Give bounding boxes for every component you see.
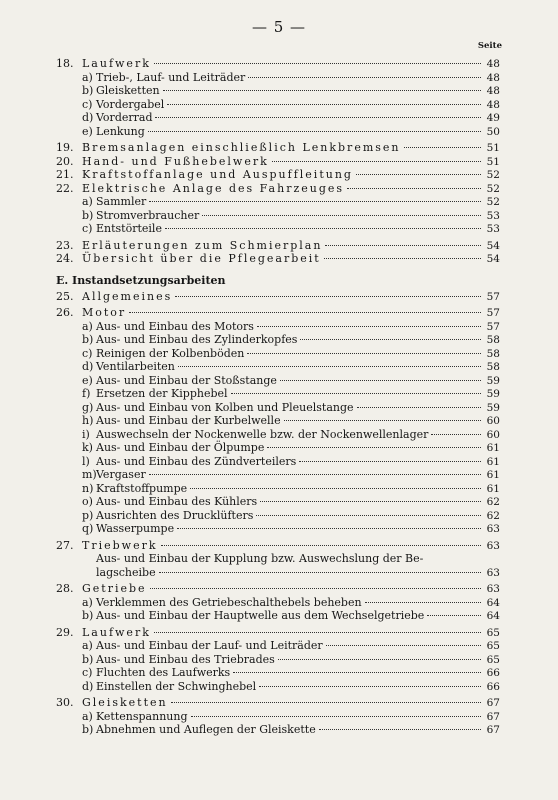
dot-leader (231, 393, 481, 394)
dot-leader (247, 353, 481, 354)
dot-leader (149, 201, 481, 202)
toc-entry (56, 333, 500, 347)
entry-number: 25. (56, 289, 74, 303)
toc-entry (56, 455, 500, 469)
dot-leader (357, 407, 481, 408)
entry-number: 29. (56, 625, 74, 639)
entry-letter: p) (82, 508, 94, 522)
entry-page: 51 (486, 155, 500, 168)
toc-entry (56, 414, 500, 428)
entry-letter: b) (82, 609, 94, 622)
entry-number: 19. (56, 141, 74, 154)
toc-entry (56, 441, 500, 455)
entry-number: 28. (56, 582, 74, 595)
dot-leader (171, 702, 481, 703)
entry-page: 60 (486, 415, 500, 427)
entry-page: 63 (486, 523, 500, 535)
entry-number: 30. (56, 696, 74, 709)
entry-page: 64 (486, 596, 500, 609)
entry-title: Aus- und Einbau des Zylinderkopfes (96, 333, 298, 346)
entry-title: lagscheibe (96, 565, 156, 579)
entry-letter: b) (82, 84, 94, 97)
entry-letter: a) (82, 639, 93, 652)
entry-page: 52 (486, 182, 500, 195)
entry-title: Wasserpumpe (96, 522, 175, 535)
toc-entry (56, 252, 500, 266)
entry-page: 48 (486, 98, 500, 111)
entry-page: 52 (486, 196, 500, 208)
entry-page: 61 (486, 482, 500, 495)
entry-page: 59 (486, 388, 500, 400)
entry-title: Laufwerk (82, 57, 151, 70)
toc-entry (56, 639, 500, 653)
dot-leader (260, 501, 481, 502)
entry-title: Vergaser (96, 468, 146, 481)
dot-leader (155, 117, 481, 118)
dot-leader (365, 602, 481, 603)
toc-entry (56, 387, 500, 401)
dot-leader (248, 77, 481, 78)
dot-leader (257, 326, 481, 327)
entry-page: 51 (486, 142, 500, 154)
entry-letter: i) (82, 427, 90, 441)
toc-entry (56, 98, 500, 112)
toc-entry (56, 509, 500, 523)
entry-title: Triebwerk (82, 538, 158, 552)
entry-page: 58 (486, 361, 500, 373)
dot-leader (325, 245, 481, 246)
entry-letter: h) (82, 414, 94, 427)
entry-page: 66 (486, 680, 500, 693)
entry-page: 53 (486, 209, 500, 222)
entry-letter: d) (82, 111, 94, 124)
toc-entry-continuation: Aus- und Einbau der Kupplung bzw. Auswechslung der Be- (96, 552, 424, 565)
entry-letter: b) (82, 723, 94, 736)
entry-letter: a) (82, 195, 93, 208)
entry-page: 66 (486, 667, 500, 679)
entry-number: 20. (56, 154, 74, 168)
entry-page: 49 (486, 112, 500, 124)
dot-leader (431, 434, 481, 435)
entry-letter: b) (82, 333, 94, 346)
entry-number: 18. (56, 57, 74, 70)
entry-letter: c) (82, 666, 93, 679)
entry-title: Reinigen der Kolbenböden (96, 346, 245, 360)
toc-entry (56, 495, 500, 509)
entry-page: 61 (486, 469, 500, 481)
dot-leader (129, 312, 481, 313)
dot-leader (300, 339, 481, 340)
entry-title: Erläuterungen zum Schmierplan (82, 238, 323, 252)
entry-letter: a) (82, 319, 93, 333)
toc-entry (56, 57, 500, 71)
entry-title: Aus- und Einbau der Stoßstange (96, 373, 277, 387)
entry-title: Aus- und Einbau der Ölpumpe (96, 441, 265, 454)
dot-leader (404, 147, 482, 148)
toc-entry (56, 290, 500, 304)
entry-page: 63 (486, 539, 500, 552)
entry-letter: b) (82, 208, 94, 222)
entry-title: Ausrichten des Drucklüfters (96, 508, 254, 522)
entry-page: 57 (486, 320, 500, 333)
entry-letter: n) (82, 481, 94, 495)
dot-leader (347, 188, 481, 189)
entry-letter: a) (82, 709, 93, 723)
toc-entry (56, 696, 500, 710)
entry-title: Lenkung (96, 124, 145, 138)
toc-entry (56, 84, 500, 98)
toc-entry (56, 609, 500, 623)
dot-leader (233, 672, 481, 673)
toc-entry (56, 155, 500, 169)
dot-leader (165, 228, 481, 229)
entry-page: 61 (486, 442, 500, 454)
entry-page: 50 (486, 125, 500, 138)
entry-title: Elektrische Anlage des Fahrzeuges (82, 181, 345, 195)
entry-page: 57 (486, 290, 500, 303)
entry-title: Trieb-, Lauf- und Leiträder (96, 70, 246, 84)
dot-leader (190, 488, 481, 489)
entry-number: 26. (56, 306, 74, 319)
entry-page: 59 (486, 374, 500, 387)
entry-title: Fluchten des Laufwerks (96, 666, 231, 679)
entry-title: Ventilarbeiten (96, 360, 175, 373)
toc-entry (56, 125, 500, 139)
dot-leader (202, 215, 481, 216)
entry-letter: k) (82, 441, 93, 454)
entry-number: 21. (56, 168, 74, 181)
dot-leader (191, 716, 482, 717)
toc-entry (56, 723, 500, 737)
entry-letter: o) (82, 495, 93, 508)
entry-page: 60 (486, 428, 500, 441)
entry-title: Bremsanlagen einschließlich Lenkbremsen (82, 141, 401, 154)
entry-title: Aus- und Einbau der Kurbelwelle (96, 414, 281, 427)
entry-letter: a) (82, 595, 93, 609)
toc-entry (56, 626, 500, 640)
entry-letter: m) (82, 468, 97, 481)
dot-leader (259, 686, 481, 687)
dot-leader (299, 461, 481, 462)
toc-entry (56, 596, 500, 610)
entry-letter: a) (82, 70, 93, 84)
entry-title: Verklemmen des Getriebeschalthebels beheben (96, 595, 362, 609)
table-of-contents (56, 54, 500, 737)
entry-title: Aus- und Einbau von Kolben und Pleuelstange (96, 400, 354, 414)
toc-entry (56, 168, 500, 182)
entry-page: 59 (486, 401, 500, 414)
entry-letter: c) (82, 222, 93, 235)
dot-leader (149, 474, 481, 475)
entry-title: Kettenspannung (96, 709, 188, 723)
entry-page: 65 (486, 626, 500, 639)
dot-leader (326, 645, 481, 646)
entry-letter: e) (82, 373, 93, 387)
toc-entry (56, 710, 500, 724)
entry-page: 48 (486, 58, 500, 70)
entry-title: Entstörteile (96, 222, 162, 235)
toc-entry (56, 360, 500, 374)
dot-leader (161, 545, 481, 546)
entry-page: 67 (486, 710, 500, 723)
entry-title: Gleisketten (82, 696, 168, 709)
entry-page: 67 (486, 724, 500, 736)
entry-title: Hand- und Fußhebelwerk (82, 154, 269, 168)
entry-page: 65 (486, 640, 500, 652)
toc-entry (56, 209, 500, 223)
entry-letter: g) (82, 400, 94, 414)
entry-number: 24. (56, 252, 74, 265)
dot-leader (278, 659, 481, 660)
entry-page: 54 (486, 239, 500, 252)
entry-number: 22. (56, 181, 74, 195)
entry-title: Aus- und Einbau des Motors (96, 319, 254, 333)
entry-page: 52 (486, 169, 500, 181)
entry-title: Aus- und Einbau des Triebrades (96, 652, 275, 666)
dot-leader (159, 572, 481, 573)
toc-entry (56, 653, 500, 667)
toc-entry (56, 347, 500, 361)
entry-letter: e) (82, 124, 93, 138)
entry-title: Vorderrad (96, 111, 153, 124)
entry-number: 23. (56, 238, 74, 252)
toc-entry (56, 239, 500, 253)
entry-page: 48 (486, 71, 500, 84)
dot-leader (284, 420, 481, 421)
entry-title: Aus- und Einbau des Zündverteilers (96, 454, 297, 468)
entry-page: 48 (486, 85, 500, 97)
entry-title: Aus- und Einbau der Lauf- und Leiträder (96, 639, 323, 652)
dot-leader (154, 63, 481, 64)
toc-entry (56, 141, 500, 155)
toc-entry (56, 111, 500, 125)
toc-entry (56, 582, 500, 596)
entry-title: Getriebe (82, 582, 147, 595)
dot-leader (427, 615, 481, 616)
toc-entry (56, 401, 500, 415)
entry-letter: c) (82, 346, 93, 360)
entry-page: 61 (486, 455, 500, 468)
dot-leader (256, 515, 481, 516)
entry-page: 67 (486, 697, 500, 709)
entry-letter: q) (82, 522, 94, 535)
toc-entry (56, 468, 500, 482)
page-number: — 5 — (251, 18, 307, 36)
entry-page: 62 (486, 496, 500, 508)
entry-title: Aus- und Einbau der Hauptwelle aus dem Wechselgetriebe (96, 609, 425, 622)
entry-title: Motor (82, 306, 127, 319)
entry-title: Kraftstoffanlage und Auspuffleitung (82, 168, 353, 181)
toc-entry (56, 222, 500, 236)
dot-leader (267, 447, 481, 448)
entry-letter: f) (82, 387, 91, 400)
toc-entry (56, 428, 500, 442)
toc-entry (56, 306, 500, 320)
toc-entry (56, 320, 500, 334)
toc-entry (56, 680, 500, 694)
toc-entry (56, 522, 500, 536)
entry-title: Ersetzen der Kipphebel (96, 387, 228, 400)
dot-leader (150, 588, 481, 589)
entry-letter: l) (82, 454, 90, 468)
entry-letter: d) (82, 360, 94, 373)
dot-leader (280, 380, 481, 381)
dot-leader (178, 366, 481, 367)
dot-leader (167, 104, 481, 105)
entry-page: 65 (486, 653, 500, 666)
toc-entry (56, 666, 500, 680)
entry-title: Aus- und Einbau des Kühlers (96, 495, 258, 508)
entry-letter: c) (82, 97, 93, 111)
entry-page: 62 (486, 509, 500, 522)
entry-title: Auswechseln der Nockenwelle bzw. der Nockenwellenlager (96, 427, 429, 441)
toc-entry (56, 71, 500, 85)
dot-leader (272, 161, 481, 162)
entry-title: Einstellen der Schwinghebel (96, 679, 257, 693)
dot-leader (324, 258, 481, 259)
entry-letter: b) (82, 652, 94, 666)
toc-entry (56, 374, 500, 388)
entry-page: 53 (486, 223, 500, 235)
entry-title: Sammler (96, 195, 147, 208)
dot-leader (177, 528, 481, 529)
entry-title: Laufwerk (82, 625, 151, 639)
entry-number: 27. (56, 538, 74, 552)
toc-entry (56, 482, 500, 496)
entry-page: 64 (486, 610, 500, 622)
entry-page: 58 (486, 334, 500, 346)
entry-title: Abnehmen und Auflegen der Gleiskette (96, 723, 316, 736)
entry-page: 63 (486, 583, 500, 595)
entry-title: Gleisketten (96, 84, 160, 97)
entry-page: 63 (486, 566, 500, 579)
entry-title: Kraftstoffpumpe (96, 481, 188, 495)
page-column-header: Seite (477, 41, 502, 51)
entry-title: Stromverbraucher (96, 208, 200, 222)
entry-page: 58 (486, 347, 500, 360)
entry-page: 54 (486, 253, 500, 265)
entry-page: 57 (486, 307, 500, 319)
dot-leader (175, 296, 481, 297)
entry-title: Allgemeines (82, 289, 173, 303)
toc-entry (56, 182, 500, 196)
section-heading: E. Instandsetzungsarbeiten (56, 273, 226, 287)
dot-leader (163, 90, 481, 91)
toc-entry (56, 539, 500, 553)
dot-leader (319, 729, 481, 730)
dot-leader (356, 174, 481, 175)
entry-title: Übersicht über die Pflegearbeit (82, 252, 321, 265)
toc-entry (56, 195, 500, 209)
entry-letter: d) (82, 679, 94, 693)
dot-leader (148, 131, 481, 132)
dot-leader (154, 632, 481, 633)
toc-entry (56, 566, 500, 580)
entry-title: Vordergabel (96, 97, 165, 111)
